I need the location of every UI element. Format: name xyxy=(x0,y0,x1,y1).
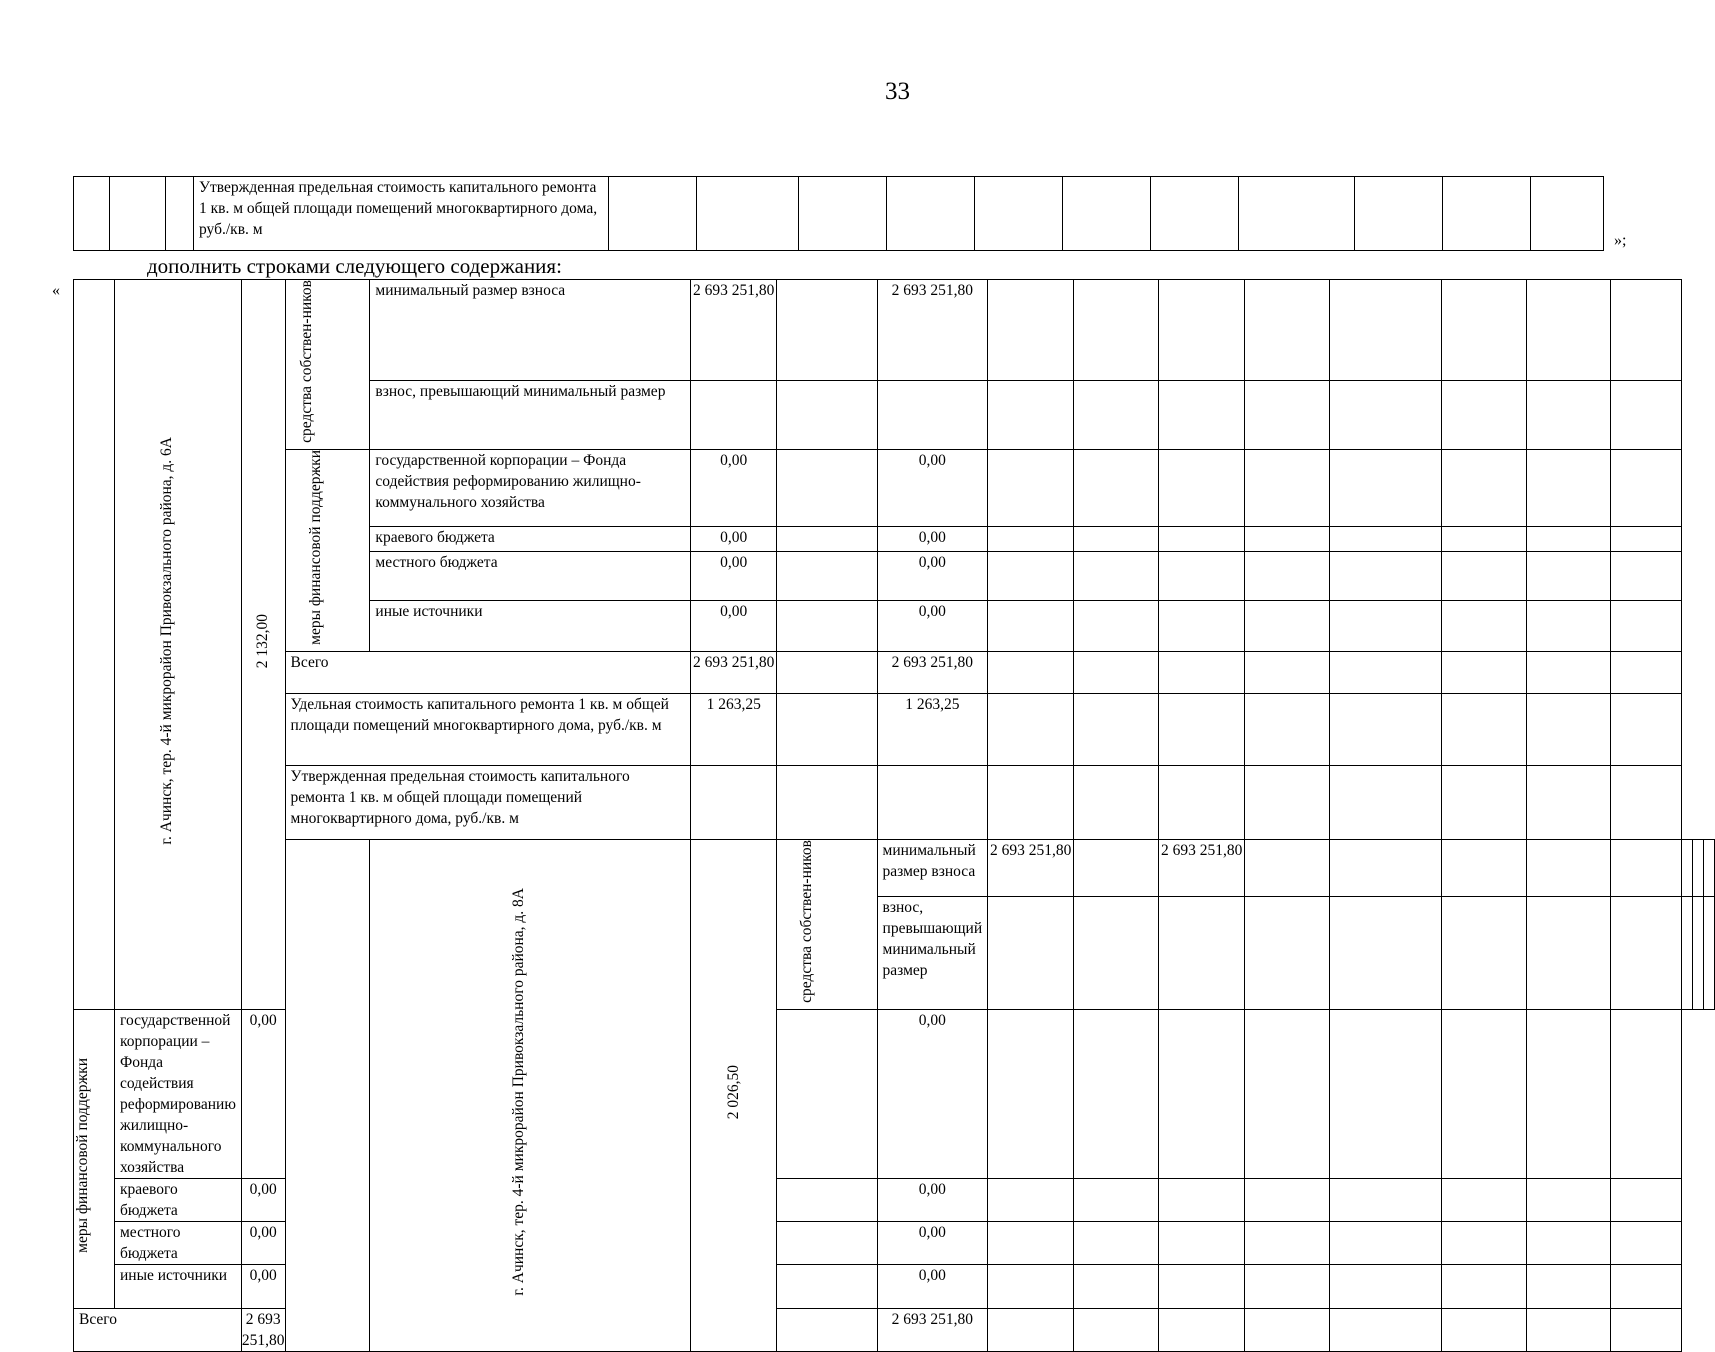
row-label: Всего xyxy=(74,1308,242,1351)
group-label: средства собствен-ников xyxy=(797,839,815,1003)
value-cell: 0,00 xyxy=(241,1264,285,1308)
value-cell: 0,00 xyxy=(691,526,777,551)
row-label: местного бюджета xyxy=(370,551,691,600)
row-label: минимальный размер взноса xyxy=(877,839,988,896)
house-area: 2 132,00 xyxy=(254,614,272,669)
opening-quote: « xyxy=(52,282,60,299)
closing-quote: »; xyxy=(1614,232,1627,249)
house-address: г. Ачинск, тер. 4-й микрорайон Привокзального района, д. 8А xyxy=(510,888,528,1296)
value-cell: 0,00 xyxy=(691,449,777,526)
value-cell: 0,00 xyxy=(877,1178,988,1221)
row-label: иные источники xyxy=(370,601,691,651)
value-cell: 0,00 xyxy=(877,1264,988,1308)
row-label: краевого бюджета xyxy=(115,1178,242,1221)
house-area: 2 026,50 xyxy=(724,1065,742,1120)
value-cell: 2 693 251,80 xyxy=(691,651,777,693)
table-row xyxy=(74,280,1715,381)
value-cell: 0,00 xyxy=(241,1221,285,1264)
value-cell: 0,00 xyxy=(877,601,988,651)
value-cell: 2 693 251,80 xyxy=(988,839,1074,896)
house-area-cell xyxy=(691,839,777,1351)
value-cell: 2 693 251,80 xyxy=(877,651,988,693)
table-row xyxy=(74,177,1604,251)
value-cell: 0,00 xyxy=(241,1009,285,1178)
row-label: Удельная стоимость капитального ремонта 1 кв. м общей площади помещений многоквартирного дома, руб./кв. м xyxy=(285,693,691,765)
table-row xyxy=(74,693,1715,765)
row-label: взнос, превышающий минимальный размер xyxy=(370,380,691,449)
value-cell: 2 693 251,80 xyxy=(1159,839,1245,896)
row-label: иные источники xyxy=(115,1264,242,1308)
group-label: меры финансовой поддержки xyxy=(307,449,325,645)
support-measures-group xyxy=(74,1009,115,1308)
house-area-cell xyxy=(241,280,285,1010)
value-cell: 0,00 xyxy=(877,551,988,600)
max-cost-label: Утвержденная предельная стоимость капитального ремонта 1 кв. м общей площади помещений многоквартирного дома, руб./кв. м xyxy=(194,177,609,251)
value-cell: 2 693 251,80 xyxy=(877,280,988,381)
house-address-cell xyxy=(115,280,242,1010)
value-cell: 0,00 xyxy=(877,1221,988,1264)
row-label: минимальный размер взноса xyxy=(370,280,691,381)
row-label: государственной корпорации – Фонда содействия реформированию жилищно-коммунального хозяйства xyxy=(115,1009,242,1178)
row-label: краевого бюджета xyxy=(370,526,691,551)
owners-funds-group xyxy=(777,839,877,1009)
house-address: г. Ачинск, тер. 4-й микрорайон Привокзального района, д. 6А xyxy=(157,437,175,846)
value-cell: 1 263,25 xyxy=(691,693,777,765)
support-measures-group xyxy=(285,449,370,651)
table-row xyxy=(74,449,1715,526)
value-cell: 2 693 251,80 xyxy=(877,1308,988,1351)
value-cell: 2 693 251,80 xyxy=(241,1308,285,1351)
group-label: меры финансовой поддержки xyxy=(74,1058,91,1253)
capital-repair-table xyxy=(73,279,1715,1352)
row-label: Утвержденная предельная стоимость капитального ремонта 1 кв. м общей площади помещений многоквартирного дома, руб./кв. м xyxy=(285,765,691,839)
owners-funds-group xyxy=(285,280,370,450)
value-cell: 0,00 xyxy=(877,1009,988,1178)
house-address-cell xyxy=(370,839,691,1351)
intro-text: дополнить строками следующего содержания: xyxy=(147,254,562,278)
table-row xyxy=(74,765,1715,839)
value-cell: 0,00 xyxy=(877,449,988,526)
value-cell: 0,00 xyxy=(241,1178,285,1221)
value-cell: 0,00 xyxy=(691,551,777,600)
value-cell: 1 263,25 xyxy=(877,693,988,765)
value-cell: 2 693 251,80 xyxy=(691,280,777,381)
table-row xyxy=(74,839,1715,896)
row-label: взнос, превышающий минимальный размер xyxy=(877,896,988,1009)
row-label: Всего xyxy=(285,651,691,693)
group-label: средства собствен-ников xyxy=(298,280,316,443)
top-continuation-table xyxy=(73,176,1604,251)
table-row xyxy=(74,651,1715,693)
row-label: местного бюджета xyxy=(115,1221,242,1264)
page-number: 33 xyxy=(885,78,910,105)
value-cell: 0,00 xyxy=(877,526,988,551)
value-cell: 0,00 xyxy=(691,601,777,651)
row-label: государственной корпорации – Фонда содействия реформированию жилищно-коммунального хозяйства xyxy=(370,449,691,526)
